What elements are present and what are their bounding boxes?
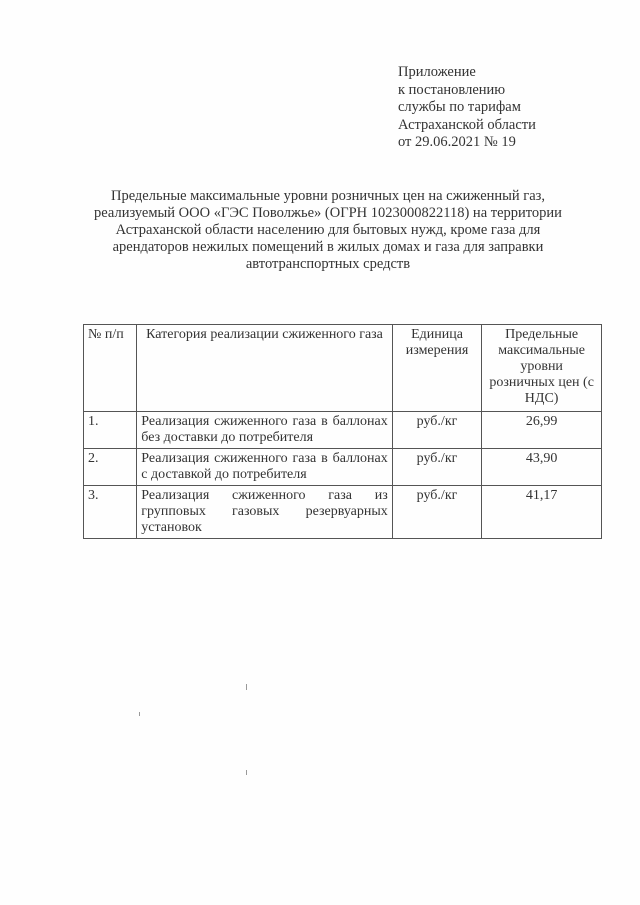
row-price: 41,17 <box>482 486 602 539</box>
table-header-row <box>84 325 602 412</box>
row-unit: руб./кг <box>392 486 482 539</box>
scan-speck <box>139 712 140 716</box>
header-unit: Единица измерения <box>392 325 482 412</box>
price-table <box>83 324 602 539</box>
row-category: Реализация сжиженного газа из групповых газовых резервуарных установок <box>137 486 392 539</box>
scan-speck <box>246 684 247 690</box>
row-category: Реализация сжиженного газа в баллонах с доставкой до потребителя <box>137 449 392 486</box>
document-title <box>88 188 568 273</box>
title-line: реализуемый ООО «ГЭС Поволжье» (ОГРН 1023000822118) на территории <box>94 205 562 221</box>
row-num: 3. <box>84 486 137 539</box>
appendix-line: Астраханской области <box>398 116 536 133</box>
row-unit: руб./кг <box>392 412 482 449</box>
table-row <box>84 412 602 449</box>
header-price: Предельные максимальные уровни розничных цен (с НДС) <box>482 325 602 412</box>
row-num: 2. <box>84 449 137 486</box>
appendix-line: к постановлению <box>398 81 506 98</box>
title-line: автотранспортных средств <box>245 256 411 272</box>
row-price: 43,90 <box>482 449 602 486</box>
title-line: Астраханской области населению для бытовых нужд, кроме газа для <box>115 222 541 238</box>
table-row <box>84 449 602 486</box>
header-category: Категория реализации сжиженного газа <box>137 325 392 412</box>
table-row <box>84 486 602 539</box>
row-category: Реализация сжиженного газа в баллонах без доставки до потребителя <box>137 412 392 449</box>
row-num: 1. <box>84 412 137 449</box>
appendix-line: службы по тарифам <box>398 99 521 115</box>
title-line: арендаторов нежилых помещений в жилых домах и газа для заправки <box>112 239 544 255</box>
scan-speck <box>246 770 247 775</box>
title-line: Предельные максимальные уровни розничных цен на сжиженный газ, <box>110 188 546 204</box>
appendix-block <box>398 64 536 152</box>
appendix-line: Приложение <box>398 64 476 80</box>
header-num: № п/п <box>84 325 137 412</box>
row-unit: руб./кг <box>392 449 482 486</box>
row-price: 26,99 <box>482 412 602 449</box>
appendix-line: от 29.06.2021 № 19 <box>398 134 516 150</box>
